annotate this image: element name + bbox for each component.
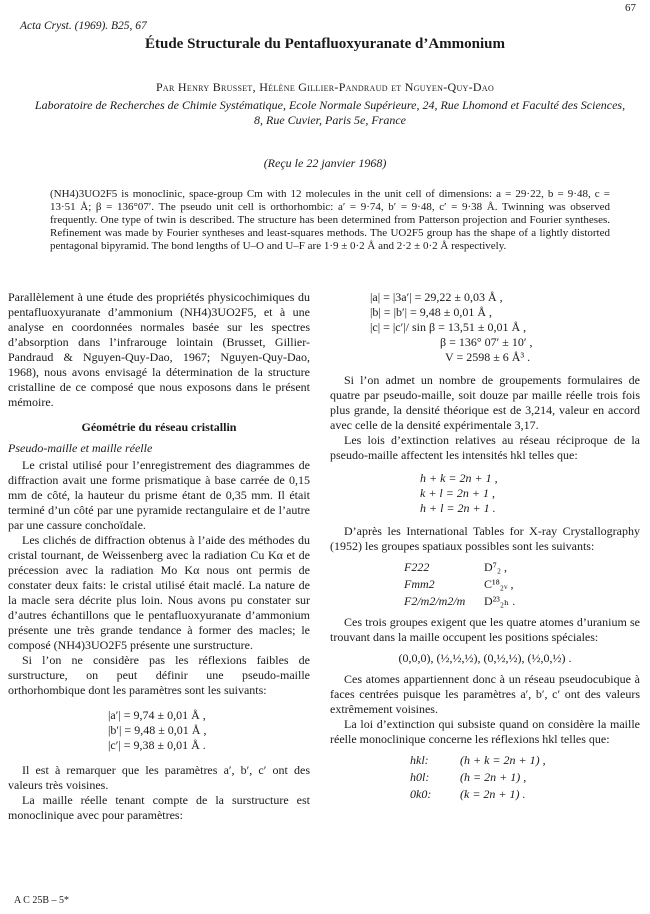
subsection-heading: Pseudo-maille et maille réelle [8, 441, 153, 455]
page-footer: A C 25B – 5* [14, 895, 70, 906]
space-group: F2/m2/m2/m [404, 594, 466, 608]
reflection-condition: (k = 2n + 1) . [460, 787, 526, 801]
paragraph: Il est à remarquer que les paramètres a′, b′, c′ ont des valeurs très voisines. [8, 763, 310, 792]
paragraph: La maille réelle tenant compte de la surstructure est monoclinique avec pour paramètres: [8, 793, 310, 822]
equation: |a′| = 9,74 ± 0,01 Å , [108, 708, 206, 722]
equation: k + l = 2n + 1 , [420, 486, 495, 500]
equation: |b| = |b′| = 9,48 ± 0,01 Å , [370, 305, 493, 319]
real-cell-equations [370, 290, 640, 365]
equation: |b′| = 9,48 ± 0,01 Å , [108, 723, 207, 737]
space-group: Fmm2 [404, 577, 435, 591]
paragraph: Les lois d’extinction relatives au réseau réciproque de la pseudo-maille affectent les intensités hkl telles que: [330, 433, 640, 462]
paragraph: Si l’on admet un nombre de groupements formulaires de quatre par pseudo-maille, soit douze par maille réelle trois fois plus grande, la densité théorique est de 3,214, valeur en accord avec celle de la densité expérimentale 3,17. [330, 373, 640, 432]
intro-paragraph: Parallèlement à une étude des propriétés physicochimiques du pentafluoxyuranate d’ammonium (NH4)3UO2F5, et à une analyse en coordonnées normales basée sur les spectres d’absorption dans l’infrarouge lointain (Brusset, Gillier-Pandraud & Nguyen-Quy-Dao, 1967; Nguyen-Quy-Dao, 1968), nous avons envisagé la détermination de la structure cristalline de ce composé que nous exposons dans le présent mémoire. [8, 290, 310, 409]
affiliation: Laboratoire de Recherches de Chimie Systématique, Ecole Normale Supérieure, 24, Rue Lhomond et Faculté des Sciences, 8, Rue Cuvier, Paris 5e, France [34, 98, 626, 127]
extinction-rules [420, 471, 640, 516]
paragraph: Ces trois groupes exigent que les quatre atomes d’uranium se trouvant dans la maille occupent les positions spéciales: [330, 615, 640, 644]
reflection-condition: (h = 2n + 1) , [460, 770, 527, 784]
equation: |c| = |c′|/ sin β = 13,51 ± 0,01 Å , [370, 320, 527, 334]
equation: h + k = 2n + 1 , [420, 471, 498, 485]
schoenflies-symbol: C¹⁸₂ᵥ , [484, 577, 514, 591]
reflection-condition: (h + k = 2n + 1) , [460, 753, 546, 767]
paragraph: La loi d’extinction qui subsiste quand on considère la maille réelle monoclinique concerne les réflexions hkl telles que: [330, 717, 640, 746]
equation: |c′| = 9,38 ± 0,01 Å . [108, 738, 206, 752]
reflection-conditions [410, 753, 640, 802]
left-column [8, 290, 310, 823]
reflection-class: hkl: [410, 753, 429, 767]
page-number: 67 [625, 2, 636, 14]
schoenflies-symbol: D²³₂ₕ . [484, 594, 516, 608]
pseudo-cell-equations [108, 708, 310, 753]
authors: Par Henry Brusset, Hélène Gillier-Pandraud et Nguyen-Quy-Dao [155, 80, 495, 94]
equation: |a| = |3a′| = 29,22 ± 0,03 Å , [370, 290, 503, 304]
equation: V = 2598 ± 6 Å³ . [445, 350, 531, 364]
article-title: Étude Structurale du Pentafluoxyuranate d’Ammonium [144, 36, 505, 52]
received-date: (Reçu le 22 janvier 1968) [263, 156, 387, 170]
paragraph: Le cristal utilisé pour l’enregistrement des diagrammes de diffraction avait une forme prismatique à base carrée de 0,15 mm de côté, la hauteur du prisme étant de 0,35 mm. Il était terminé d’un côté par une pyramide rectangulaire et de l’autre par une cassure conchoïdale. [8, 458, 310, 532]
paragraph: Si l’on ne considère pas les réflexions faibles de surstructure, on peut définir une pseudo-maille orthorhombique dont les paramètres sont les suivants: [8, 653, 310, 697]
reflection-class: 0k0: [410, 787, 432, 801]
reflection-class: h0l: [410, 770, 430, 784]
space-group: F222 [404, 560, 430, 574]
equation: h + l = 2n + 1 . [420, 501, 496, 515]
abstract: (NH4)3UO2F5 is monoclinic, space-group Cm with 12 molecules in the unit cell of dimensions: a = 29·22, b = 9·48, c = 13·51 Å; β = 136°07′. The pseudo unit cell is orthorhombic: a′ = 9·74, b′ = 9·48, c′ = 9·38 Å. Twinning was observed frequently. One type of twin is described. The structure has been determined from Patterson projection and Fourier syntheses. Refinement was made by Fourier syntheses and least-squares methods. The UO2F5 group has the shape of a lightly distorted pentagonal bipyramid. The bond lengths of U–O and U–F are 1·9 ± 0·2 Å and 2·2 ± 0·2 Å respectively. [50, 188, 610, 252]
paragraph: Ces atomes appartiennent donc à un réseau pseudocubique à faces centrées puisque les paramètres a′, b′, c′ ont des valeurs extrêmement voisines. [330, 672, 640, 716]
paragraph: D’après les International Tables for X-ray Crystallography (1952) les groupes spatiaux possibles sont les suivants: [330, 524, 640, 553]
equation: β = 136° 07′ ± 10′ , [440, 335, 533, 349]
paragraph: Les clichés de diffraction obtenus à l’aide des méthodes du cristal tournant, de Weissenberg avec la radiation Cu Kα et de précession avec la radiation Mo Kα nous ont permis de constater deux faits: le cristal utilisé était maclé. La nature de la macle sera décrite plus loin. Nous avons pu constater sur d’autres échantillons que le pentafluoxyuranate d’ammonium présente une très grande tendance à former des macles; le composé (NH4)3UO2F5 présente une surstructure. [8, 533, 310, 652]
journal-reference: Acta Cryst. (1969). B25, 67 [20, 20, 147, 32]
section-heading: Géométrie du réseau cristallin [81, 420, 237, 434]
special-positions: (0,0,0), (½,½,½), (0,½,½), (½,0,½) . [398, 651, 572, 665]
right-column [330, 290, 640, 808]
space-groups [404, 560, 640, 609]
schoenflies-symbol: D⁷₂ , [484, 560, 508, 574]
